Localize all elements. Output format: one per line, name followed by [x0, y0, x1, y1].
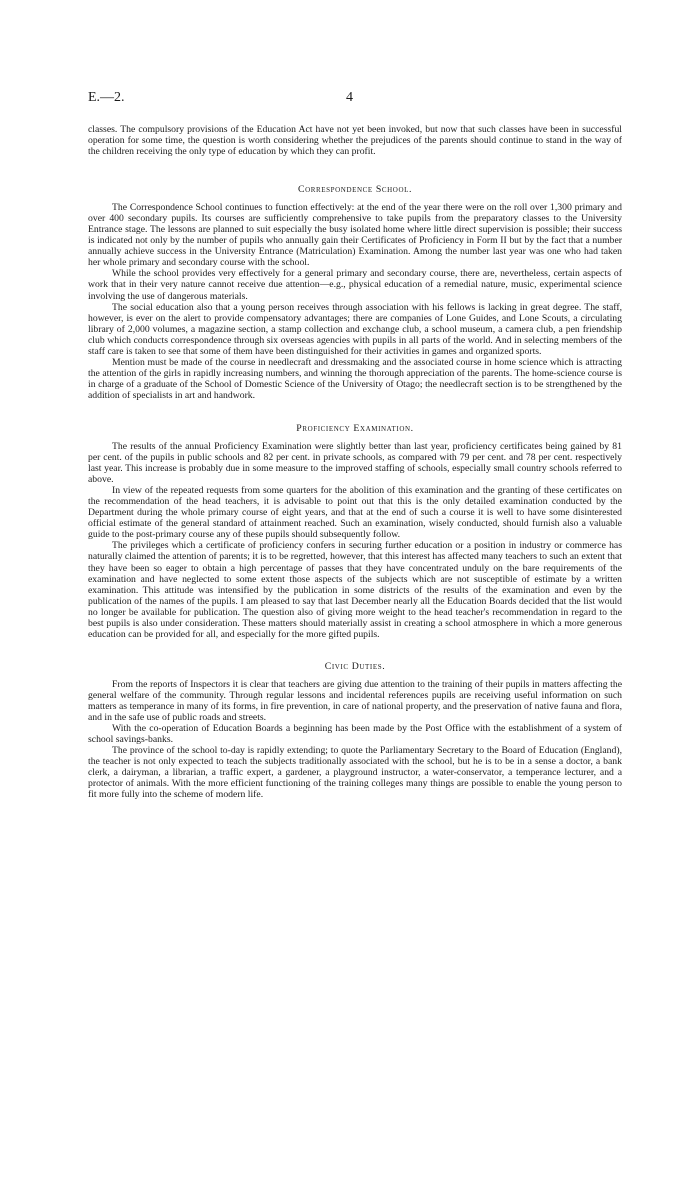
paragraph: Mention must be made of the course in needlecraft and dressmaking and the associated course in home science which is attracting the attention of the girls in rapidly increasing numbers, and winning the thorough appreciation of the parents. The home-science course is in charge of a graduate of the School of Domestic Science of the University of Otago; the needlecraft section is to be strengthened by the addition of specialists in art and handwork. [88, 356, 622, 401]
running-header [88, 90, 622, 106]
section-proficiency-examination [88, 423, 622, 640]
section-heading: Proficiency Examination. [296, 422, 414, 434]
paragraph: With the co-operation of Education Boards a beginning has been made by the Post Office with the establishment of a system of school savings-banks. [88, 723, 622, 746]
paragraph: While the school provides very effectively for a general primary and secondary course, there are, nevertheless, certain aspects of work that in their very nature cannot receive due attention—e.g., physical education of a remedial nature, music, experimental science involving the use of dangerous materials. [88, 268, 622, 302]
section-correspondence-school [88, 184, 622, 401]
paragraph: The social education also that a young person receives through association with his fellows is lacking in great degree. The staff, however, is ever on the alert to provide compensatory advantages; there are companies of Lone Guides, and Lone Scouts, a circulating library of 2,000 volumes, a magazine section, a stamp collection and exchange club, a school museum, a camera club, a pen friendship club which conducts correspondence through six overseas agencies with pupils in all parts of the world. And in selecting members of the staff care is taken to see that some of them have been distinguished for their activities in games and organized sports. [88, 301, 622, 357]
section-heading: Correspondence School. [297, 184, 413, 196]
document-reference: E.—2. [88, 90, 125, 105]
paragraph: From the reports of Inspectors it is clear that teachers are giving due attention to the training of their pupils in matters affecting the general welfare of the community. Through regular lessons and incidental references pupils are receiving useful information on such matters as temperance in many of its forms, in fire prevention, in care of national property, and the preservation of native fauna and flora, and in the safe use of public roads and streets. [88, 678, 622, 723]
document-body [88, 124, 622, 800]
section-heading: Civic Duties. [324, 660, 386, 672]
paragraph: In view of the repeated requests from some quarters for the abolition of this examination and the granting of these certificates on the recommendation of the head teachers, it is advisable to point out that this is the only detailed examination conducted by the Department during the whole primary course of eight years, and that at the end of such a course it is well to have some disinterested official estimate of the general standard of attainment reached. Such an examination, wisely conducted, should furnish also a valuable guide to the post-primary course any of these pupils should subsequently follow. [88, 485, 622, 541]
paragraph: The Correspondence School continues to function effectively: at the end of the year there were on the roll over 1,300 primary and over 400 secondary pupils. Its courses are sufficiently comprehensive to take pupils from the preparatory classes to the University Entrance stage. The lessons are planned to suit especially the busy isolated home where little direct supervision is possible; their success is indicated not only by the number of pupils who annually gain their Certificates of Proficiency in Form II but by the fact that a number annually achieve success in the University Entrance (Matriculation) Examination. Among the number last year was one who had taken her whole primary and secondary course with the school. [88, 202, 622, 269]
paragraph: The province of the school to-day is rapidly extending; to quote the Parliamentary Secretary to the Board of Education (England), the teacher is not only expected to teach the subjects traditionally associated with the school, but he is to be in a sense a doctor, a bank clerk, a dairyman, a librarian, a traffic expert, a gardener, a playground instructor, a water-conservator, a temperance lecturer, and a protector of animals. With the more efficient functioning of the training colleges many things are possible to enable the young person to fit more fully into the scheme of modern life. [88, 745, 622, 801]
paragraph: The privileges which a certificate of proficiency confers in securing further education or a position in industry or commerce has naturally claimed the attention of parents; it is to be regretted, however, that this interest has affected many teachers to such an extent that they have been so eager to obtain a high percentage of passes that they have concentrated unduly on the bare requirements of the examination and have neglected to some extent those aspects of the subjects which are not susceptible of estimate by a written examination. This attitude was intensified by the publication in some districts of the results of the examination and even by the publication of the names of the pupils. I am pleased to say that last December nearly all the Education Boards decided that the list would no longer be available for publication. The question also of giving more weight to the head teacher's recommendation in regard to the best pupils is also under consideration. These matters should materially assist in creating a school atmosphere in which a more generous education can be provided for all, and especially for the more gifted pupils. [88, 540, 622, 640]
page-number: 4 [346, 90, 353, 105]
paragraph: The results of the annual Proficiency Examination were slightly better than last year, proficiency certificates being gained by 81 per cent. of the pupils in public schools and 82 per cent. in private schools, as compared with 79 per cent. and 78 per cent. respectively last year. This increase is probably due in some measure to the improved staffing of schools, especially small country schools referred to above. [88, 440, 622, 486]
opening-paragraph: classes. The compulsory provisions of the Education Act have not yet been invoked, but now that such classes have been in successful operation for some time, the question is worth considering whether the prejudices of the parents should continue to stand in the way of the children receiving the only type of education by which they can profit. [88, 124, 622, 158]
section-civic-duties [88, 661, 622, 801]
